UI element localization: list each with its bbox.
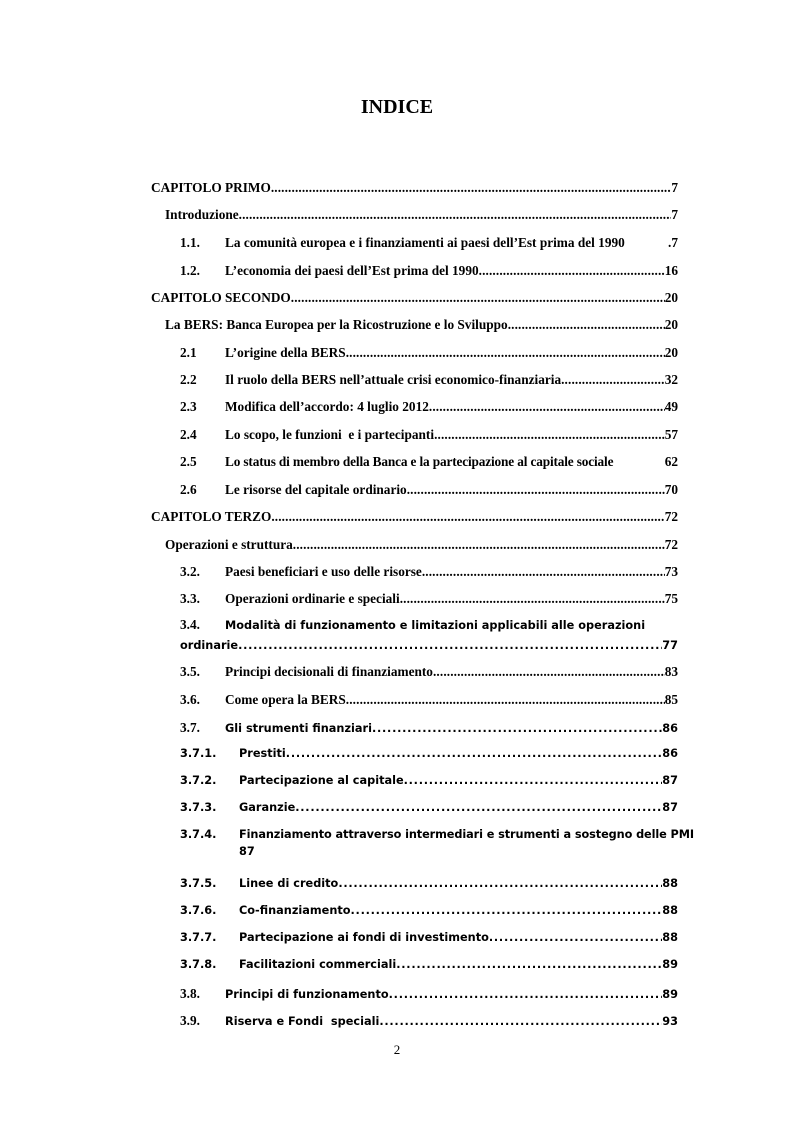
toc-page: 83 bbox=[664, 664, 678, 679]
toc-entry-3-6[interactable] bbox=[180, 692, 678, 708]
toc-page: 88 bbox=[662, 904, 678, 917]
toc-leader bbox=[422, 564, 665, 580]
toc-leader bbox=[346, 345, 665, 361]
toc-label: Modifica dell’accordo: 4 luglio 2012 bbox=[225, 399, 429, 414]
toc-entry-2-3[interactable] bbox=[180, 399, 678, 415]
toc-entry-3-7-8[interactable] bbox=[180, 958, 678, 971]
toc-leader bbox=[508, 317, 665, 333]
toc-page: 70 bbox=[664, 482, 678, 497]
toc-number: 1.2. bbox=[180, 263, 200, 278]
toc-leader bbox=[479, 263, 665, 279]
toc-entry-3-7-2[interactable] bbox=[180, 774, 678, 787]
toc-leader bbox=[271, 180, 672, 196]
toc-entry-2-1[interactable] bbox=[180, 345, 678, 361]
toc-label: Principi di funzionamento bbox=[225, 988, 389, 1001]
toc-leader bbox=[238, 639, 662, 652]
page-title: INDICE bbox=[360, 96, 434, 118]
toc-entry-capitolo-secondo[interactable] bbox=[151, 290, 678, 306]
toc-label: Il ruolo della BERS nell’attuale crisi economico-finanziaria bbox=[225, 372, 562, 387]
toc-number: 3.3. bbox=[180, 591, 200, 606]
toc-leader bbox=[489, 931, 662, 944]
toc-number: 3.8. bbox=[180, 986, 200, 1001]
toc-page: 89 bbox=[662, 988, 678, 1001]
toc-leader bbox=[434, 427, 665, 443]
toc-number: 2.5 bbox=[180, 454, 197, 469]
toc-number: 3.9. bbox=[180, 1013, 200, 1028]
toc-number: 3.7.8. bbox=[180, 958, 217, 971]
toc-label: CAPITOLO TERZO bbox=[151, 509, 272, 524]
toc-label: Gli strumenti finanziari bbox=[225, 722, 372, 735]
toc-label-continued: ordinarie bbox=[180, 639, 239, 652]
toc-number: 2.4 bbox=[180, 427, 197, 442]
toc-page: 20 bbox=[664, 317, 678, 332]
toc-entry-1-1[interactable] bbox=[180, 235, 678, 251]
toc-number: 3.5. bbox=[180, 664, 200, 679]
toc-entry-3-7[interactable] bbox=[180, 720, 678, 736]
toc-page: 87 bbox=[239, 845, 255, 858]
toc-number: 2.6 bbox=[180, 482, 197, 497]
toc-page: 20 bbox=[664, 290, 678, 305]
toc-entry-la-bers[interactable] bbox=[165, 317, 678, 333]
toc-entry-3-7-1[interactable] bbox=[180, 747, 678, 760]
toc-leader bbox=[400, 591, 665, 607]
toc-leader bbox=[404, 774, 663, 787]
toc-leader bbox=[291, 290, 665, 306]
toc-number: 3.7.5. bbox=[180, 877, 217, 890]
toc-label: L’economia dei paesi dell’Est prima del 1990 bbox=[225, 263, 479, 278]
toc-label: Lo status di membro della Banca e la partecipazione al capitale sociale bbox=[225, 454, 614, 469]
toc-label: Modalità di funzionamento e limitazioni applicabili alle operazioni bbox=[225, 619, 646, 632]
page-number: 2 bbox=[393, 1042, 401, 1057]
toc-number: 3.7.1. bbox=[180, 747, 217, 760]
toc-label: CAPITOLO PRIMO bbox=[151, 180, 271, 195]
toc-entry-1-2[interactable] bbox=[180, 263, 678, 279]
toc-leader bbox=[396, 958, 662, 971]
toc-entry-introduzione[interactable] bbox=[165, 207, 678, 223]
toc-leader bbox=[293, 537, 665, 553]
toc-label: Principi decisionali di finanziamento bbox=[225, 664, 433, 679]
toc-label: La comunità europea e i finanziamenti ai paesi dell’Est prima del 1990 bbox=[225, 235, 625, 250]
toc-entry-operazioni-e-struttura[interactable] bbox=[165, 537, 678, 553]
toc-number: 2.3 bbox=[180, 399, 197, 414]
toc-leader bbox=[372, 722, 662, 735]
toc-page: 93 bbox=[662, 1015, 678, 1028]
toc-label: Introduzione bbox=[165, 207, 239, 222]
toc-entry-3-7-6[interactable] bbox=[180, 904, 678, 917]
toc-label: Operazioni ordinarie e speciali bbox=[225, 591, 400, 606]
toc-leader bbox=[295, 801, 662, 814]
toc-label: Paesi beneficiari e uso delle risorse bbox=[225, 564, 422, 579]
toc-number: 3.2. bbox=[180, 564, 200, 579]
toc-page: 85 bbox=[664, 692, 678, 707]
toc-leader bbox=[286, 747, 662, 760]
toc-number: 2.1 bbox=[180, 345, 197, 360]
toc-number: 3.7.3. bbox=[180, 801, 217, 814]
toc-page: 72 bbox=[664, 537, 678, 552]
toc-page: 62 bbox=[664, 454, 678, 469]
toc-leader bbox=[346, 692, 665, 708]
toc-entry-2-6[interactable] bbox=[180, 482, 678, 498]
toc-leader bbox=[433, 664, 665, 680]
toc-number: 3.7.6. bbox=[180, 904, 217, 917]
toc-page: 77 bbox=[662, 639, 678, 652]
toc-label: Finanziamento attraverso intermediari e strumenti a sostegno delle PMI bbox=[239, 828, 694, 841]
toc-entry-capitolo-primo[interactable] bbox=[151, 180, 678, 196]
toc-label: Lo scopo, le funzioni e i partecipanti bbox=[225, 427, 435, 442]
toc-entry-2-5[interactable] bbox=[180, 454, 678, 470]
toc-leader bbox=[351, 904, 663, 917]
toc-entry-3-2[interactable] bbox=[180, 564, 678, 580]
toc-number: 3.7.7. bbox=[180, 931, 217, 944]
toc-label: L’origine della BERS bbox=[225, 345, 346, 360]
toc-entry-3-7-3[interactable] bbox=[180, 801, 678, 814]
toc-entry-3-7-5[interactable] bbox=[180, 877, 678, 890]
toc-label: Partecipazione ai fondi di investimento bbox=[239, 931, 489, 944]
toc-page: 89 bbox=[662, 958, 678, 971]
toc-number: 3.7.4. bbox=[180, 828, 217, 841]
toc-page: 20 bbox=[664, 345, 678, 360]
toc-leader bbox=[389, 988, 663, 1001]
toc-entry-3-3[interactable] bbox=[180, 591, 678, 607]
toc-leader bbox=[239, 207, 672, 223]
toc-label: Co-finanziamento bbox=[239, 904, 351, 917]
toc-page: 88 bbox=[662, 877, 678, 890]
toc-leader bbox=[271, 509, 664, 525]
toc-number: 3.4. bbox=[180, 617, 200, 632]
toc-page: 86 bbox=[662, 747, 678, 760]
toc-number: 3.7. bbox=[180, 720, 200, 735]
toc-entry-3-7-4[interactable] bbox=[180, 828, 694, 858]
toc-page: 16 bbox=[664, 263, 678, 278]
toc-entry-3-9[interactable] bbox=[180, 1013, 678, 1029]
toc-label: CAPITOLO SECONDO bbox=[151, 290, 291, 305]
toc-page: 86 bbox=[662, 722, 678, 735]
toc-page: .7 bbox=[668, 235, 678, 250]
toc-label: Garanzie bbox=[239, 801, 296, 814]
toc-page: 32 bbox=[664, 372, 678, 387]
toc-leader bbox=[407, 482, 665, 498]
toc-page: 87 bbox=[662, 801, 678, 814]
toc-number: 1.1. bbox=[180, 235, 200, 250]
toc-label: La BERS: Banca Europea per la Ricostruzione e lo Sviluppo bbox=[165, 317, 508, 332]
toc-label: Facilitazioni commerciali bbox=[239, 958, 397, 971]
toc-page: 7 bbox=[671, 207, 678, 222]
toc-entry-3-8[interactable] bbox=[180, 986, 678, 1002]
toc-leader bbox=[338, 877, 662, 890]
toc-entry-2-2[interactable] bbox=[180, 372, 678, 388]
toc-label: Come opera la BERS bbox=[225, 692, 346, 707]
toc-entry-3-4[interactable] bbox=[180, 617, 678, 652]
toc-page: 57 bbox=[664, 427, 678, 442]
toc-leader bbox=[429, 399, 665, 415]
toc-page: 87 bbox=[662, 774, 678, 787]
toc-page: 75 bbox=[664, 591, 678, 606]
toc-entry-3-7-7[interactable] bbox=[180, 931, 678, 944]
toc-leader bbox=[379, 1015, 662, 1028]
toc-page: 88 bbox=[662, 931, 678, 944]
toc-label: Partecipazione al capitale bbox=[239, 774, 404, 787]
toc-leader bbox=[561, 372, 665, 388]
toc-page: 49 bbox=[664, 399, 678, 414]
toc-label: Linee di credito bbox=[239, 877, 339, 890]
toc-number: 2.2 bbox=[180, 372, 197, 387]
toc-page: 73 bbox=[664, 564, 678, 579]
toc-label: Operazioni e struttura bbox=[165, 537, 293, 552]
toc-page: 72 bbox=[664, 509, 678, 524]
toc-entry-2-4[interactable] bbox=[180, 427, 678, 443]
toc-label: Prestiti bbox=[239, 747, 286, 760]
toc-label: Le risorse del capitale ordinario bbox=[225, 482, 407, 497]
toc-label: Riserva e Fondi speciali bbox=[225, 1015, 380, 1028]
toc-entry-3-5[interactable] bbox=[180, 664, 678, 680]
toc-page: 7 bbox=[671, 180, 678, 195]
toc-number: 3.7.2. bbox=[180, 774, 217, 787]
toc-number: 3.6. bbox=[180, 692, 200, 707]
toc-entry-capitolo-terzo[interactable] bbox=[151, 509, 678, 525]
